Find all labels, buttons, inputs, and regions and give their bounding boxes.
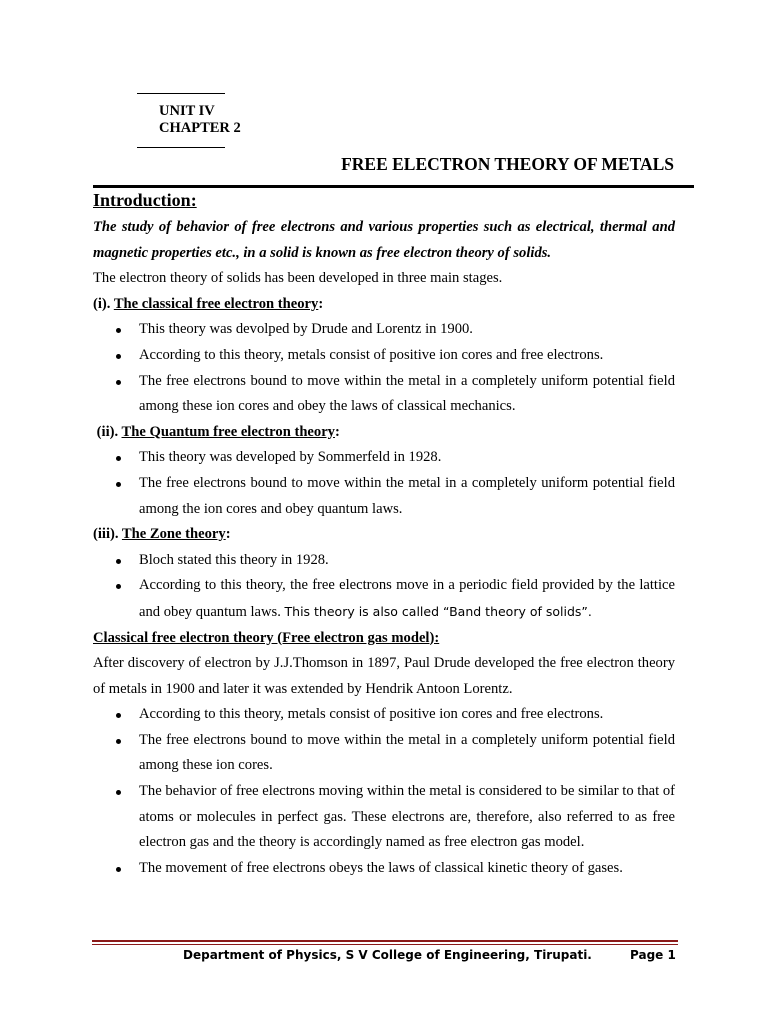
stage-heading-classical bbox=[93, 292, 675, 318]
bullet-icon bbox=[116, 559, 121, 564]
stage-prefix: (iii). bbox=[93, 526, 122, 543]
footer-rule-thick bbox=[92, 940, 678, 942]
list-item-text: The free electrons bound to move within the metal in a completely uniform potential field among the ion cores and obey quantum laws. bbox=[139, 474, 675, 517]
list-item-text: The movement of free electrons obeys the laws of classical kinetic theory of gases. bbox=[139, 859, 623, 876]
list-item bbox=[93, 317, 675, 343]
chapter-label: CHAPTER 2 bbox=[159, 120, 241, 136]
title-underline-rule bbox=[93, 185, 694, 188]
stage-prefix: (ii). bbox=[93, 423, 122, 440]
footer-department: Department of Physics, S V College of Engineering, Tirupati. bbox=[183, 948, 592, 962]
list-item-text: Bloch stated this theory in 1928. bbox=[139, 551, 329, 568]
classical-section-heading: Classical free electron theory (Free electron gas model): bbox=[93, 629, 440, 646]
bullet-icon bbox=[116, 328, 121, 333]
list-item bbox=[93, 573, 675, 625]
list-item-text: The free electrons bound to move within the metal in a completely uniform potential field among these ion cores and obey the laws of classical mechanics. bbox=[139, 372, 675, 415]
unit-label: UNIT IV bbox=[159, 103, 215, 119]
stage-heading-zone bbox=[93, 522, 675, 548]
stage-name: The Quantum free electron theory bbox=[121, 423, 335, 440]
bullet-icon bbox=[116, 456, 121, 461]
bullet-icon bbox=[116, 380, 121, 385]
stage-suffix: : bbox=[225, 526, 231, 543]
list-item bbox=[93, 343, 675, 369]
classical-section-list bbox=[93, 702, 675, 881]
bullet-icon bbox=[116, 354, 121, 359]
stages-intro: The electron theory of solids has been developed in three main stages. bbox=[93, 270, 503, 287]
stage-suffix: : bbox=[318, 295, 324, 312]
list-item-text: According to this theory, metals consist of positive ion cores and free electrons. bbox=[139, 706, 604, 723]
introduction-heading: Introduction: bbox=[93, 190, 197, 210]
bullet-icon bbox=[116, 482, 121, 487]
footer-page-number: Page 1 bbox=[630, 948, 676, 962]
list-item-text: The free electrons bound to move within the metal in a completely uniform potential field among these ion cores. bbox=[139, 731, 675, 774]
list-item bbox=[93, 548, 675, 574]
stage-classical-list bbox=[93, 317, 675, 419]
stage-prefix: (i). bbox=[93, 295, 114, 312]
bullet-icon bbox=[116, 584, 121, 589]
list-item bbox=[93, 728, 675, 779]
list-item-text-tail: This theory is also called “Band theory of solids”. bbox=[284, 603, 592, 619]
list-item bbox=[93, 445, 675, 471]
list-item-text: This theory was developed by Sommerfeld in 1928. bbox=[139, 449, 442, 466]
unit-bottom-rule bbox=[137, 147, 225, 148]
bullet-icon bbox=[116, 867, 121, 872]
list-item-text: This theory was devolped by Drude and Lorentz in 1900. bbox=[139, 321, 473, 338]
list-item bbox=[93, 369, 675, 420]
classical-section-intro: After discovery of electron by J.J.Thomson in 1897, Paul Drude developed the free electron theory of metals in 1900 and later it was extended by Hendrik Antoon Lorentz. bbox=[93, 655, 675, 697]
list-item bbox=[93, 856, 675, 882]
list-item bbox=[93, 702, 675, 728]
stage-suffix: : bbox=[334, 423, 340, 440]
bullet-icon bbox=[116, 790, 121, 795]
document-body bbox=[93, 189, 675, 881]
list-item-text: According to this theory, metals consist of positive ion cores and free electrons. bbox=[139, 346, 604, 363]
stage-name: The classical free electron theory bbox=[113, 295, 319, 312]
list-item bbox=[93, 471, 675, 522]
unit-top-rule bbox=[137, 93, 225, 94]
page-title: FREE ELECTRON THEORY OF METALS bbox=[341, 154, 674, 174]
unit-chapter-block bbox=[137, 93, 241, 148]
list-item-text: According to this theory, the free electrons move in a periodic field provided by the lattice and obey quantum laws. bbox=[139, 577, 675, 620]
list-item bbox=[93, 779, 675, 856]
stage-name: The Zone theory bbox=[121, 526, 226, 543]
stage-quantum-list bbox=[93, 445, 675, 522]
introduction-definition: The study of behavior of free electrons and various properties such as electrical, thermal and magnetic properties etc., in a solid is known as free electron theory of solids. bbox=[93, 219, 675, 261]
bullet-icon bbox=[116, 739, 121, 744]
bullet-icon bbox=[116, 713, 121, 718]
footer-rule-thin bbox=[92, 944, 678, 945]
stage-heading-quantum bbox=[93, 420, 675, 446]
list-item-text: The behavior of free electrons moving within the metal is considered to be similar to that of atoms or molecules in perfect gas. These electrons are, therefore, also referred to as free electron gas and the theory is accordingly named as free electron gas model. bbox=[139, 783, 675, 851]
stage-zone-list bbox=[93, 548, 675, 626]
